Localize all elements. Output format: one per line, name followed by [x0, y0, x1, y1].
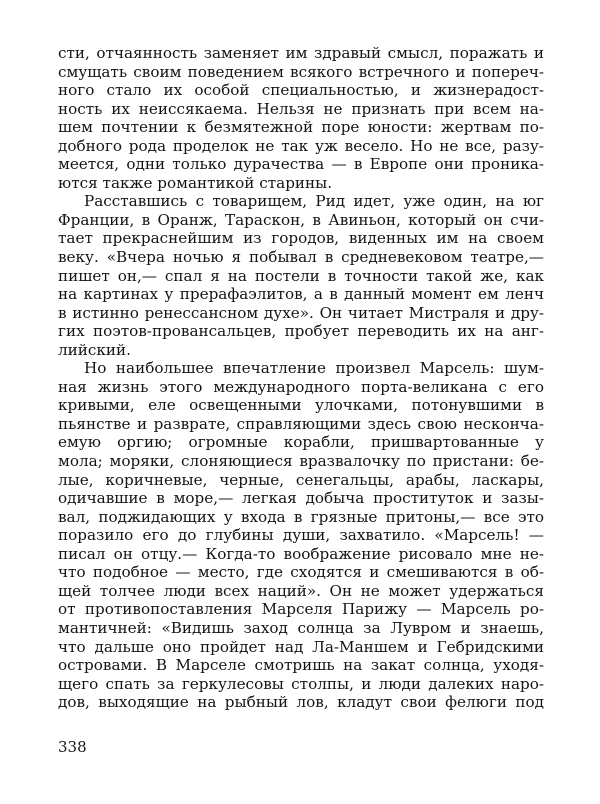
text-line: островами. В Марселе смотришь на закат солнца, уходя- [58, 656, 544, 675]
paragraph-3 [58, 359, 544, 711]
text-line: что подобное — место, где сходятся и смешиваются в об- [58, 563, 544, 582]
text-line: сти, отчаянность заменяет им здравый смысл, поражать и [58, 44, 544, 62]
text-line: гих поэтов-провансальцев, пробует переводить их на анг- [58, 322, 544, 341]
text-line: писал он отцу.— Когда-то воображение рисовало мне не- [58, 544, 544, 563]
text-line: на картинах у прерафаэлитов, а в данный момент ем ленч [58, 285, 544, 304]
text-line: мантичней: «Видишь заход солнца за Лувром и знаешь, [58, 618, 544, 637]
text-line: пьянстве и разврате, справляющими здесь свою несконча- [58, 414, 544, 433]
text-line: Франции, в Оранж, Тараскон, в Авиньон, который он счи- [58, 210, 544, 229]
paragraph-2 [58, 192, 544, 359]
text-line: щей толчее люди всех наций». Он не может удержаться [58, 581, 544, 600]
text-line: лийский. [58, 340, 131, 359]
text-line: ная жизнь этого международного порта-великана с его [58, 377, 544, 396]
text-line: что дальше оно пройдет над Ла-Маншем и Гебридскими [58, 637, 544, 656]
text-line: мола; моряки, слоняющиеся вразвалочку по пристани: бе- [58, 452, 544, 471]
text-line: Но наибольшее впечатление произвел Марсель: шум- [84, 359, 544, 378]
text-line: добного рода проделок не так уж весело. Но не все, разу- [58, 136, 544, 155]
text-line: ются также романтикой старины. [58, 173, 333, 192]
text-line: поразило его до глубины души, захватило. «Марсель! — [58, 526, 544, 545]
text-line: щего спать за геркулесовы столпы, и люди далеких наро- [58, 674, 544, 693]
text-line: вал, поджидающих у входа в грязные притоны,— все это [58, 507, 544, 526]
text-line: тает прекраснейшим из городов, виденных им на своем [58, 229, 544, 248]
text-line: дов, выходящие на рыбный лов, кладут свои фелюги под [58, 693, 544, 712]
text-line: ного стало их особой специальностью, и жизнерадост- [58, 81, 544, 100]
text-line: пишет он,— спал я на постели в точности такой же, как [58, 266, 544, 285]
text-line: емую оргию; огромные корабли, пришвартованные у [58, 433, 544, 452]
text-line: одичавшие в море,— легкая добыча проституток и зазы- [58, 489, 544, 508]
text-line: меется, одни только дурачества — в Европе они проника- [58, 155, 544, 174]
text-line: лые, коричневые, черные, сенегальцы, арабы, ласкары, [58, 470, 544, 489]
page-body [58, 44, 544, 712]
text-line: кривыми, еле освещенными улочками, потонувшими в [58, 396, 544, 415]
text-line: смущать своим поведением всякого встречного и попереч- [58, 62, 544, 81]
text-line: в истинно ренессансном духе». Он читает Мистраля и дру- [58, 303, 544, 322]
paragraph-1 [58, 44, 544, 192]
text-line: ность их неиссякаема. Нельзя не признать при всем на- [58, 99, 544, 118]
page-number: 338 [58, 738, 87, 756]
text-line: Расставшись с товарищем, Рид идет, уже один, на юг [84, 192, 544, 211]
text-line: веку. «Вчера ночью я побывал в средневековом театре,— [58, 248, 544, 267]
text-line: от противопоставления Марселя Парижу — Марсель ро- [58, 600, 544, 619]
text-line: шем почтении к безмятежной поре юности: жертвам по- [58, 118, 544, 137]
